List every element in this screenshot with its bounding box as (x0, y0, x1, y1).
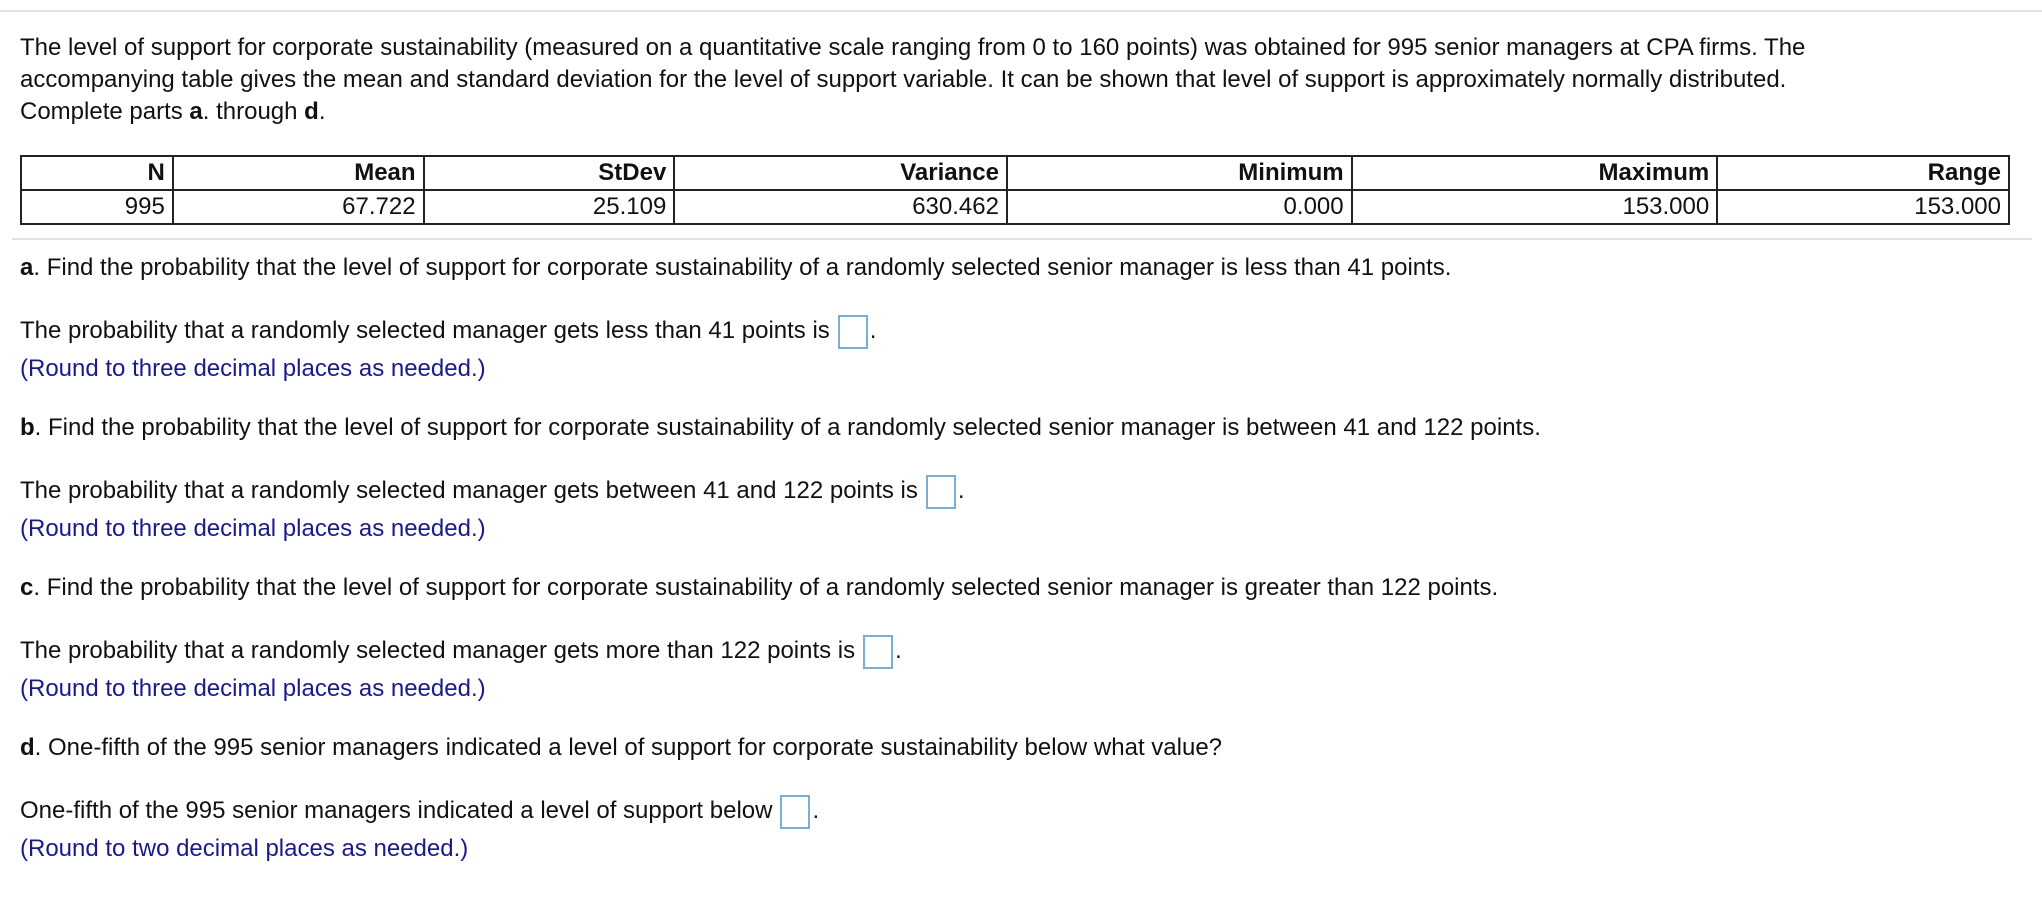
part-b-answer-line (20, 472, 965, 510)
part-c-answer-input[interactable] (863, 635, 893, 669)
table-header-cell: Mean (173, 156, 424, 190)
part-b-period: . (957, 477, 965, 504)
table-cell: 630.462 (674, 190, 1007, 224)
summary-statistics-table (20, 155, 2010, 225)
part-a-question (20, 252, 2010, 284)
part-d-answer-input[interactable] (780, 795, 810, 829)
top-divider (0, 10, 2042, 12)
part-c-question-text: . Find the probability that the level of support for corporate sustainability of a randomly selected senior manager is greater than 122 points. (33, 574, 1499, 601)
part-b-answer-input[interactable] (926, 475, 956, 509)
intro-line-2: accompanying table gives the mean and standard deviation for the level of support variable. It can be shown that level of support is approximately normally distributed. (20, 66, 1787, 93)
part-c-question (20, 572, 2010, 604)
part-b-question-text: . Find the probability that the level of support for corporate sustainability of a randomly selected senior manager is between 41 and 122 points. (34, 414, 1541, 441)
table-header-cell: Range (1717, 156, 2009, 190)
part-b-rounding-hint: (Round to three decimal places as needed.) (20, 515, 486, 542)
part-a-answer-prefix: The probability that a randomly selected manager gets less than 41 points is (20, 317, 830, 344)
intro-line-3-prefix: Complete parts (20, 98, 190, 125)
part-a-question-text: . Find the probability that the level of support for corporate sustainability of a randomly selected senior manager is less than 41 points. (33, 254, 1452, 281)
table-header-cell: N (21, 156, 173, 190)
part-d-answer-line (20, 792, 819, 830)
table-header-cell: Variance (674, 156, 1007, 190)
table-header-row (21, 156, 2009, 190)
part-b-letter: b (20, 414, 35, 441)
part-b-answer-prefix: The probability that a randomly selected manager gets between 41 and 122 points is (20, 477, 918, 504)
intro-line-1: The level of support for corporate sustainability (measured on a quantitative scale ranging from 0 to 160 points) was obtained for 995 senior managers at CPA firms. The (20, 34, 1806, 61)
table-cell: 153.000 (1352, 190, 1718, 224)
table-cell: 0.000 (1007, 190, 1352, 224)
intro-part-a-ref: a (189, 98, 203, 125)
intro-line-3 (20, 96, 2010, 128)
table-header-cell: StDev (424, 156, 675, 190)
part-d-question-text: . One-fifth of the 995 senior managers indicated a level of support for corporate sustainability below what value? (34, 734, 1223, 761)
part-d-letter: d (20, 734, 35, 761)
part-a-rounding-hint: (Round to three decimal places as needed.) (20, 355, 486, 382)
part-c-rounding-hint: (Round to three decimal places as needed.) (20, 675, 486, 702)
table-row (21, 190, 2009, 224)
intro-line-3-end: . (318, 98, 326, 125)
part-b-question (20, 412, 2010, 444)
table-cell: 995 (21, 190, 173, 224)
part-c-answer-line (20, 632, 902, 670)
part-d-period: . (812, 797, 820, 824)
part-c-letter: c (20, 574, 34, 601)
intro-line-3-mid: . through (202, 98, 305, 125)
part-a-answer-line (20, 312, 876, 350)
part-a-letter: a (20, 254, 34, 281)
table-cell: 153.000 (1717, 190, 2009, 224)
part-c-period: . (895, 637, 902, 664)
intro-part-d-ref: d (304, 98, 319, 125)
part-a-answer-input[interactable] (838, 315, 868, 349)
part-a-period: . (869, 317, 877, 344)
table-header-cell: Maximum (1352, 156, 1718, 190)
table-cell: 67.722 (173, 190, 424, 224)
problem-statement (20, 32, 2010, 128)
part-c-answer-prefix: The probability that a randomly selected manager gets more than 122 points is (20, 637, 856, 664)
table-cell: 25.109 (424, 190, 675, 224)
table-header-cell: Minimum (1007, 156, 1352, 190)
part-d-answer-prefix: One-fifth of the 995 senior managers indicated a level of support below (20, 797, 773, 824)
section-divider (12, 238, 2032, 240)
part-d-rounding-hint: (Round to two decimal places as needed.) (20, 835, 469, 862)
part-d-question (20, 732, 2010, 764)
